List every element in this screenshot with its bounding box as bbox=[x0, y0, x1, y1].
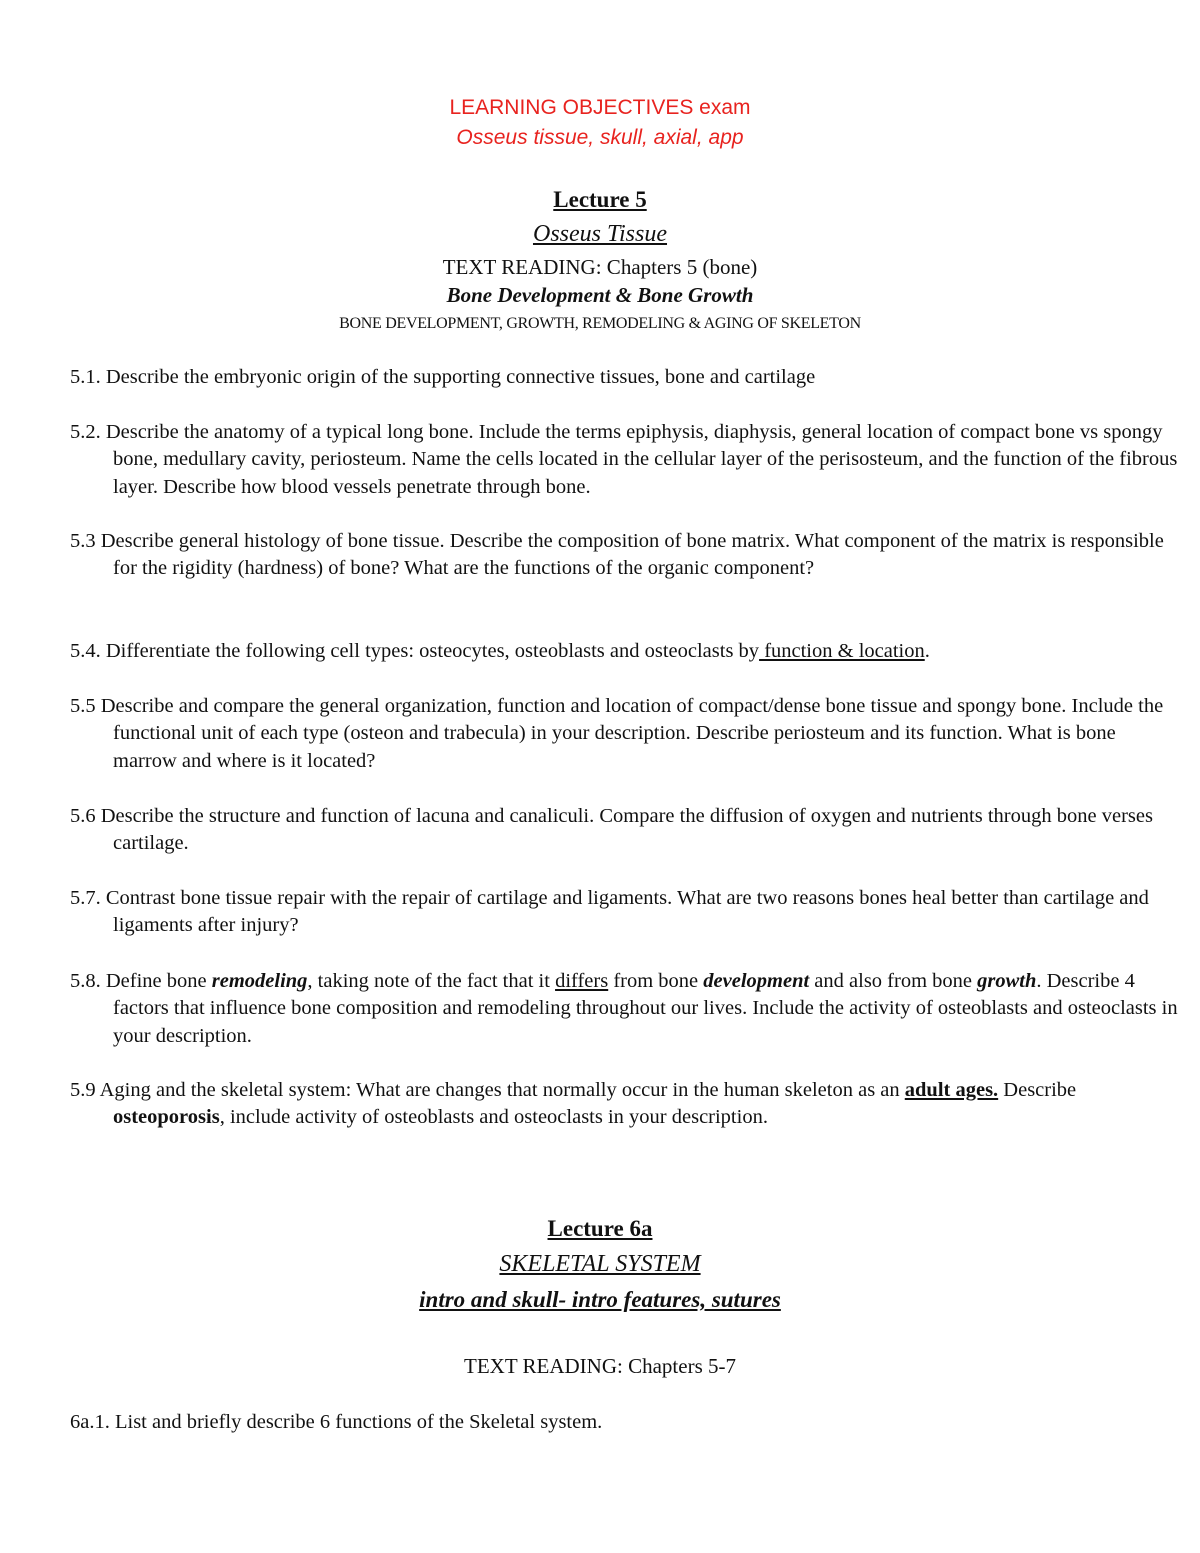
objective-5-8-e: from bone bbox=[608, 970, 704, 992]
header-title: LEARNING OBJECTIVES exam bbox=[449, 96, 751, 119]
objective-5-5: 5.5 Describe and compare the general organization, function and location of compact/dense bone tissue and spongy bone. Include the functional unit of each type (osteon and trabecula) in your description. Describe periosteum and its function. What is bone marrow and where is it located? bbox=[70, 695, 1164, 772]
lecture-5-subtitle: Osseus Tissue bbox=[532, 221, 668, 247]
lecture-5-reading: TEXT READING: Chapters 5 (bone) bbox=[442, 255, 758, 279]
objective-5-8-differs: differs bbox=[555, 970, 609, 992]
objective-5-8-g: and also from bone bbox=[809, 970, 978, 992]
objective-5-4-underline: function & location bbox=[759, 640, 925, 662]
objective-5-7: 5.7. Contrast bone tissue repair with the repair of cartilage and ligaments. What are two reasons bones heal better than cartilage and ligaments after injury? bbox=[70, 887, 1149, 937]
objective-5-2: 5.2. Describe the anatomy of a typical long bone. Include the terms epiphysis, diaphysis, general location of compact bone vs spongy bone, medullary cavity, periosteum. Name the cells located in the cellular layer of the perisosteum, and the function of the fibrous layer. Describe how blood vessels penetrate through bone. bbox=[70, 421, 1178, 498]
lecture-6a-reading: TEXT READING: Chapters 5-7 bbox=[464, 1354, 736, 1378]
objective-5-4 bbox=[70, 638, 1183, 665]
objective-5-8-i: . Describe 4 factors that influence bone composition and remodeling throughout our lives. Include the activity of osteoblasts and osteoclasts in your description. bbox=[113, 970, 1178, 1047]
objective-5-8-a: 5.8. Define bone bbox=[70, 970, 212, 992]
objective-6a-1: 6a.1. List and briefly describe 6 functions of the Skeletal system. bbox=[70, 1411, 603, 1433]
objective-5-4-text: 5.4. Differentiate the following cell types: osteocytes, osteoblasts and osteoclasts by bbox=[70, 640, 760, 662]
objective-5-9-adult-ages: adult ages. bbox=[904, 1079, 999, 1101]
header-subtitle: Osseus tissue, skull, axial, app bbox=[456, 126, 744, 149]
lecture-6a-topic: intro and skull- intro features, sutures bbox=[419, 1287, 781, 1312]
objective-5-9-e: , include activity of osteoblasts and osteoclasts in your description. bbox=[219, 1106, 768, 1129]
objective-5-4-end: . bbox=[924, 640, 930, 662]
objective-5-9 bbox=[70, 1077, 1183, 1132]
objective-5-6: 5.6 Describe the structure and function of lacuna and canaliculi. Compare the diffusion of oxygen and nutrients through bone verses cartilage. bbox=[70, 805, 1153, 855]
objective-5-8-development: development bbox=[703, 970, 810, 992]
objective-5-9-a: 5.9 Aging and the skeletal system: What are changes that normally occur in the human skeleton as an bbox=[70, 1079, 905, 1101]
lecture-6a-title: Lecture 6a bbox=[547, 1216, 653, 1241]
lecture-5-topic: Bone Development & Bone Growth bbox=[446, 283, 754, 307]
objective-5-8-c: , taking note of the fact that it bbox=[307, 970, 556, 992]
lecture-6a-subtitle: SKELETAL SYSTEM bbox=[499, 1251, 701, 1277]
objective-5-8-remodeling: remodeling bbox=[211, 970, 308, 992]
lecture-5-subtopic: BONE DEVELOPMENT, GROWTH, REMODELING & AGING OF SKELETON bbox=[339, 315, 861, 332]
objective-5-8-growth: growth bbox=[977, 970, 1037, 992]
lecture-5-title: Lecture 5 bbox=[553, 187, 647, 212]
objective-5-8 bbox=[70, 968, 1183, 1050]
objective-5-3: 5.3 Describe general histology of bone tissue. Describe the composition of bone matrix. What component of the matrix is responsible for the rigidity (hardness) of bone? What are the functions of the organic component? bbox=[70, 530, 1164, 580]
objective-5-9-osteoporosis: osteoporosis bbox=[113, 1106, 220, 1129]
objective-5-1: 5.1. Describe the embryonic origin of the supporting connective tissues, bone and cartilage bbox=[70, 366, 816, 388]
objective-5-9-c: Describe bbox=[998, 1079, 1077, 1101]
